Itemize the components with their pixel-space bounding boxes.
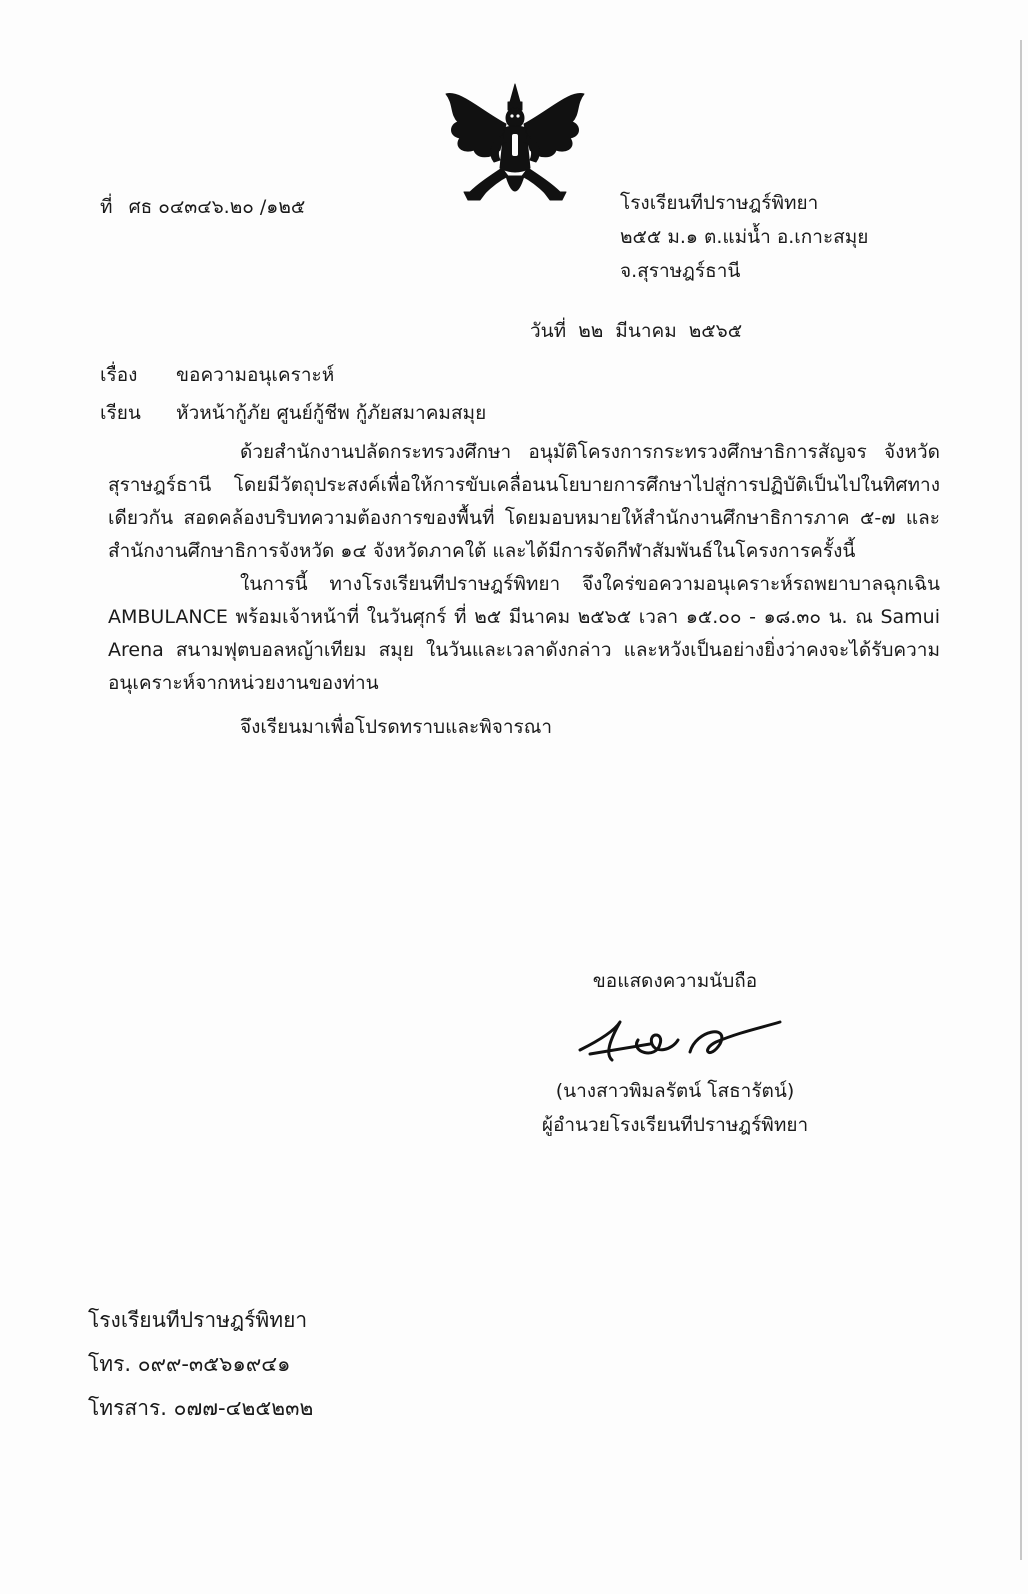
signature-block [510, 966, 840, 1142]
recipient-label: เรียน [100, 402, 141, 424]
reference-label: ที่ [100, 196, 113, 218]
sender-address-line2: จ.สุราษฎร์ธานี [620, 260, 741, 282]
subject-line [100, 360, 334, 390]
signatory-name: (นางสาวพิมลรัตน์ โสธารัตน์) [555, 1080, 795, 1102]
body-paragraph: ในการนี้ ทางโรงเรียนทีปราษฎร์พิทยา จึงใคร่ขอความอนุเคราะห์รถพยาบาลฉุกเฉิน AMBULANCE พร้อมเจ้าหน้าที่ ในวันศุกร์ ที่ ๒๕ มีนาคม ๒๕๖๕ เวลา ๑๕.๐๐ - ๑๘.๓๐ น. ณ Samui Arena สนามฟุตบอลหญ้าเทียม สมุย ในวันและเวลาดังกล่าว และหวังเป็นอย่างยิ่งว่าคงจะได้รับความ อนุเคราะห์จากหน่วยงานของท่าน [108, 573, 940, 694]
closing-sentence: จึงเรียนมาเพื่อโปรดทราบและพิจารณา [240, 716, 553, 738]
footer-contact [88, 1298, 313, 1430]
signatory-position: ผู้อำนวยโรงเรียนทีปราษฎร์พิทยา [541, 1114, 809, 1136]
reference-number [100, 192, 305, 222]
reference-value: ศธ ๐๔๓๔๖.๒๐ /๑๒๕ [128, 196, 306, 218]
subject-text: ขอความอนุเคราะห์ [176, 364, 335, 386]
subject-label: เรื่อง [100, 364, 138, 386]
body-paragraph: ด้วยสำนักงานปลัดกระทรวงศึกษา อนุมัติโครงการกระทรวงศึกษาธิการสัญจร จังหวัด สุราษฎร์ธานี โดยมีวัตถุประสงค์เพื่อให้การขับเคลื่อนนโยบายการศึกษาไปสู่การปฏิบัติเป็นไปในทิศทาง เดียวกัน สอดคล้องบริบทความต้องการของพื้นที่ โดยมอบหมายให้สำนักงานศึกษาธิการภาค ๕-๗ และ สำนักงานศึกษาธิการจังหวัด ๑๔ จังหวัดภาคใต้ และได้มีการจัดกีฬาสัมพันธ์ในโครงการครั้งนี้ [108, 441, 940, 562]
garuda-emblem-icon [440, 80, 590, 210]
letter-body [108, 436, 940, 700]
letter-date: วันที่ ๒๒ มีนาคม ๒๕๖๕ [530, 320, 743, 342]
sender-name: โรงเรียนทีปราษฎร์พิทยา [620, 192, 819, 214]
footer-phone: โทร. ๐๙๙-๓๕๖๑๙๔๑ [88, 1352, 291, 1376]
handwritten-signature-icon [560, 1010, 790, 1070]
sender-address-line1: ๒๕๕ ม.๑ ต.แม่น้ำ อ.เกาะสมุย [620, 226, 869, 248]
sender-address [620, 186, 868, 288]
recipient-text: หัวหน้ากู้ภัย ศูนย์กู้ชีพ กู้ภัยสมาคมสมุย [176, 402, 487, 424]
signature-closing: ขอแสดงความนับถือ [592, 970, 758, 992]
recipient-line [100, 398, 486, 428]
footer-org: โรงเรียนทีปราษฎร์พิทยา [88, 1308, 308, 1332]
footer-fax: โทรสาร. ๐๗๗-๔๒๕๒๓๒ [88, 1396, 314, 1420]
scan-edge [1020, 40, 1022, 1560]
